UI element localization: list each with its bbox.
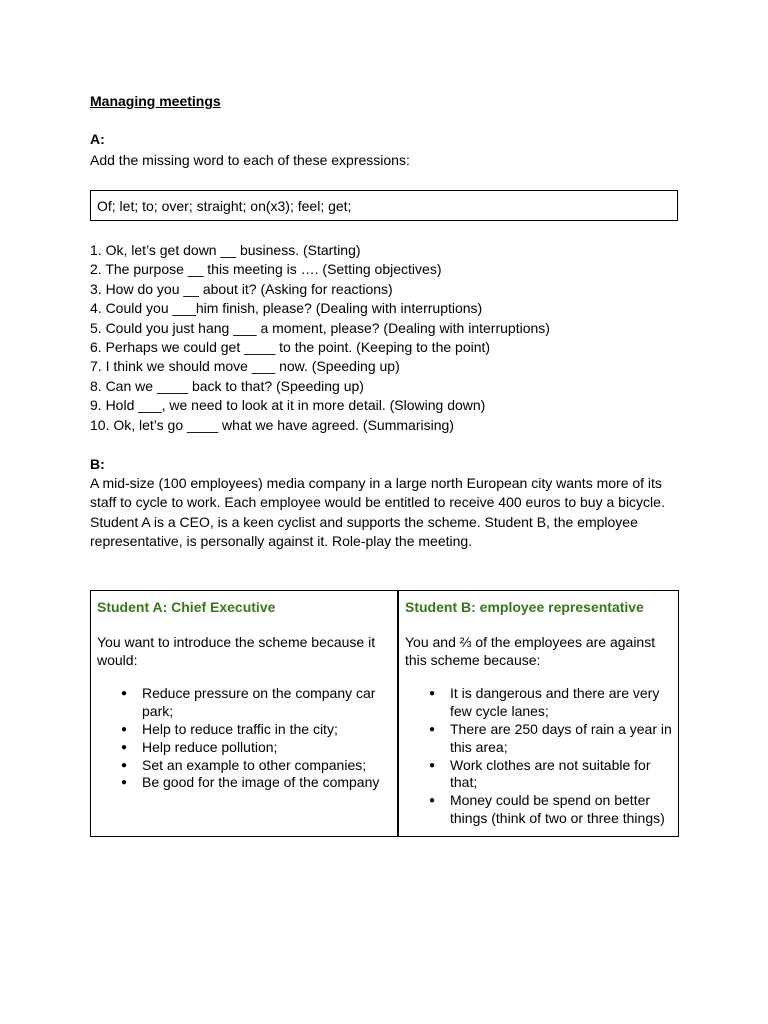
- list-item: ● Be good for the image of the company: [142, 774, 391, 792]
- paragraph-line: Student A is a CEO, is a keen cyclist and supports the scheme. Student B, the employee: [90, 513, 638, 530]
- section-a-label: A:: [90, 131, 105, 147]
- student-b-title: Student B: employee representative: [405, 599, 644, 615]
- paragraph-line: A mid-size (100 employees) media company in a large north European city wants more of its: [90, 475, 662, 491]
- word-bank-box: Of; let; to; over; straight; on(x3); feel; get;: [90, 190, 678, 221]
- student-b-cell: [398, 591, 679, 837]
- list-item: 10. Ok, let’s go ____ what we have agreed. (Summarising): [90, 416, 454, 433]
- table-row: [91, 591, 679, 837]
- list-item: 6. Perhaps we could get ____ to the point. (Keeping to the point): [90, 339, 491, 356]
- role-table: [90, 590, 679, 837]
- document-title: Managing meetings: [90, 93, 221, 109]
- list-item: 3. How do you __ about it? (Asking for reactions): [90, 280, 393, 297]
- list-item: 9. Hold ___, we need to look at it in more detail. (Slowing down): [90, 397, 486, 414]
- list-item: 8. Can we ____ back to that? (Speeding up): [90, 377, 364, 394]
- list-item: 7. I think we should move ___ now. (Speeding up): [90, 358, 400, 375]
- student-a-cell: [91, 591, 399, 837]
- section-b-label: B:: [90, 456, 105, 472]
- list-item: ● Help to reduce traffic in the city;: [142, 721, 391, 739]
- list-item: ● Help reduce pollution;: [142, 739, 391, 757]
- student-a-title: Student A: Chief Executive: [97, 599, 276, 615]
- paragraph-line: staff to cycle to work. Each employee would be entitled to receive 400 euros to buy a bicycle.: [90, 494, 665, 511]
- list-item: 1. Ok, let’s get down __ business. (Starting): [90, 242, 361, 258]
- list-item: ● It is dangerous and there are very few cycle lanes;: [450, 685, 672, 721]
- list-item: ● Reduce pressure on the company car park;: [142, 685, 391, 721]
- expression-list: [90, 241, 550, 435]
- student-b-reasons: [405, 685, 672, 827]
- list-item: ● Work clothes are not suitable for that;: [450, 757, 672, 793]
- list-item: 2. The purpose __ this meeting is …. (Setting objectives): [90, 261, 442, 278]
- paragraph-line: representative, is personally against it. Role-play the meeting.: [90, 533, 473, 550]
- list-item: ● Money could be spend on better things (think of two or three things): [450, 792, 672, 828]
- list-item: 4. Could you ___him finish, please? (Dealing with interruptions): [90, 300, 483, 317]
- section-a-instruction: Add the missing word to each of these expressions:: [90, 152, 410, 168]
- list-item: ● Set an example to other companies;: [142, 757, 391, 775]
- student-a-reasons: [97, 685, 391, 792]
- list-item: ● There are 250 days of rain a year in this area;: [450, 721, 672, 757]
- list-item: 5. Could you just hang ___ a moment, please? (Dealing with interruptions): [90, 319, 550, 336]
- student-b-intro: You and ⅔ of the employees are against this scheme because:: [405, 633, 656, 668]
- scenario-paragraph: [90, 474, 680, 552]
- student-a-intro: You want to introduce the scheme because it would:: [97, 633, 376, 668]
